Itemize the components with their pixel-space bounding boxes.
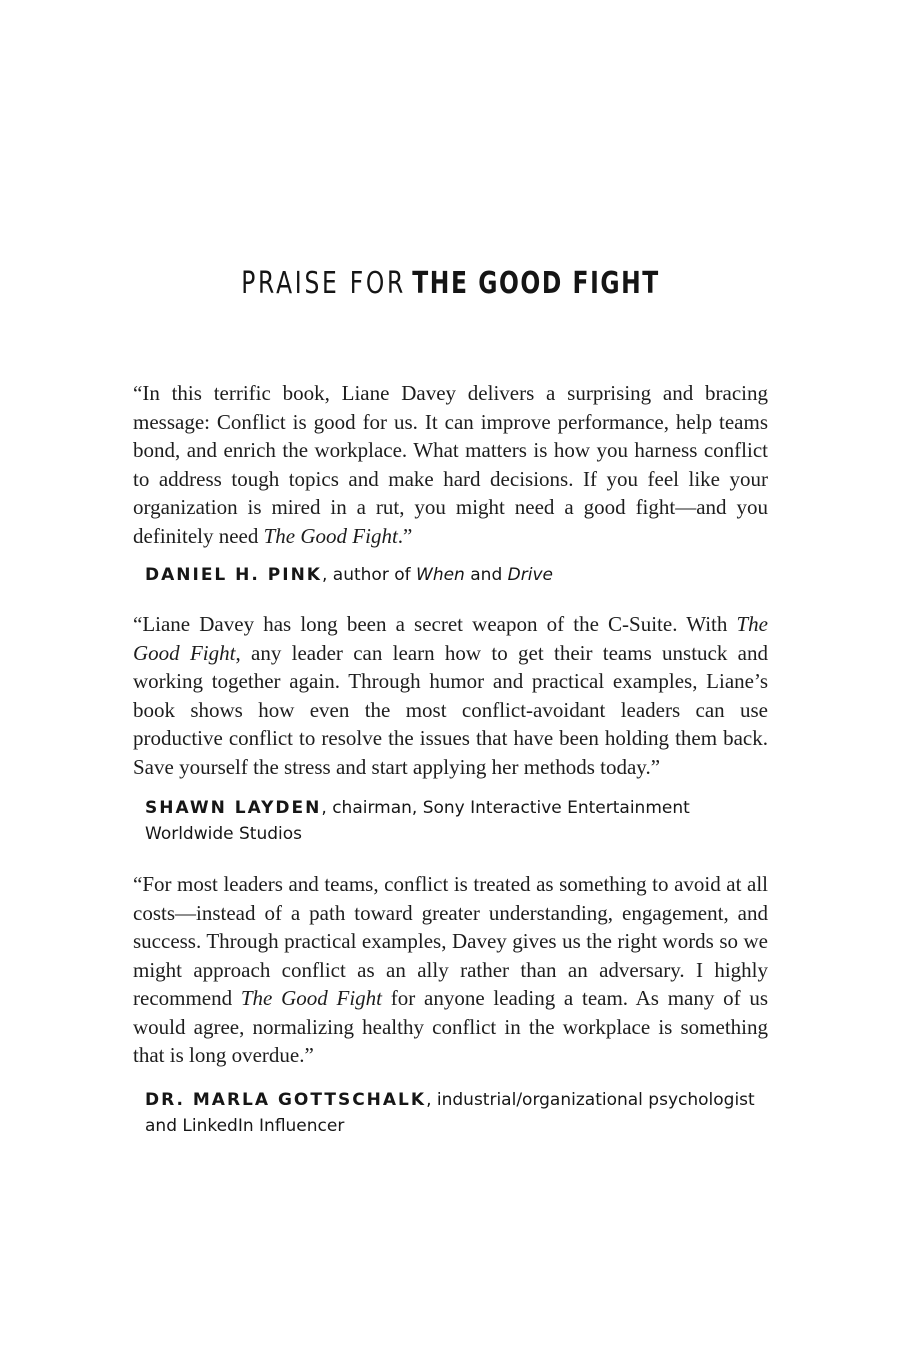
- text-run-normal: , industrial/organizational psychologist and LinkedIn Influencer: [145, 1090, 755, 1136]
- text-run-normal: “Liane Davey has long been a secret weapon of the C-Suite. With: [133, 612, 737, 636]
- text-run-normal: , chairman, Sony Interactive Entertainment Worldwide Studios: [145, 798, 690, 844]
- text-run-normal: , author of: [321, 565, 417, 585]
- text-run-normal: and: [464, 565, 508, 585]
- text-run-normal: .”: [397, 523, 413, 548]
- page-title-book-name: THE GOOD FIGHT: [412, 266, 660, 301]
- text-run-italic: The Good Fight: [133, 612, 768, 665]
- text-run-normal: “For most leaders and teams, conflict is treated as something to avoid at all costs—instead of a path toward greater understanding, engagement, and success. Through practical examples, Davey gives us the right words so we might approach conflict as an ally rather than an adversary. I highly recommend: [133, 872, 768, 1010]
- blurb-attribution-shawn-layden: [145, 795, 770, 847]
- text-run-italic: The Good Fight: [240, 986, 383, 1010]
- text-run-name: DR. MARLA GOTTSCHALK: [145, 1090, 427, 1110]
- text-run-normal: for anyone leading a team. As many of us would agree, normalizing healthy conflict in the workplace is something that is long overdue.”: [133, 986, 769, 1067]
- blurb-quote-marla-gottschalk: [133, 870, 768, 1070]
- blurb-quote-shawn-layden: [133, 610, 768, 781]
- text-run-name: SHAWN LAYDEN: [145, 798, 322, 818]
- page-title: [203, 267, 698, 301]
- blurb-quote-daniel-pink: [133, 379, 768, 550]
- text-run-italic: The Good Fight: [263, 523, 398, 548]
- text-run-normal: , any leader can learn how to get their teams unstuck and working together again. Through humor and practical examples, Liane’s book shows how even the most conflict-avoidant leaders can use productive conflict to resolve the issues that have been holding them back. Save yourself the stress and start applying her methods today.”: [133, 640, 768, 779]
- text-run-italic: When: [416, 565, 465, 585]
- text-run-normal: “In this terrific book, Liane Davey delivers a surprising and bracing message: Conflict is good for us. It can improve performance, help teams bond, and enrich the workplace. What matters is how you harness conflict to address tough topics and make hard decisions. If you feel like your organization is mired in a rut, you might need a good fight—and you definitely need: [133, 381, 768, 548]
- blurb-attribution-daniel-pink: [145, 562, 770, 588]
- blurb-attribution-marla-gottschalk: [145, 1087, 770, 1139]
- text-run-italic: Drive: [507, 565, 553, 585]
- page-title-regular-text: PRAISE FOR: [241, 266, 407, 301]
- text-run-name: DANIEL H. PINK: [145, 565, 322, 585]
